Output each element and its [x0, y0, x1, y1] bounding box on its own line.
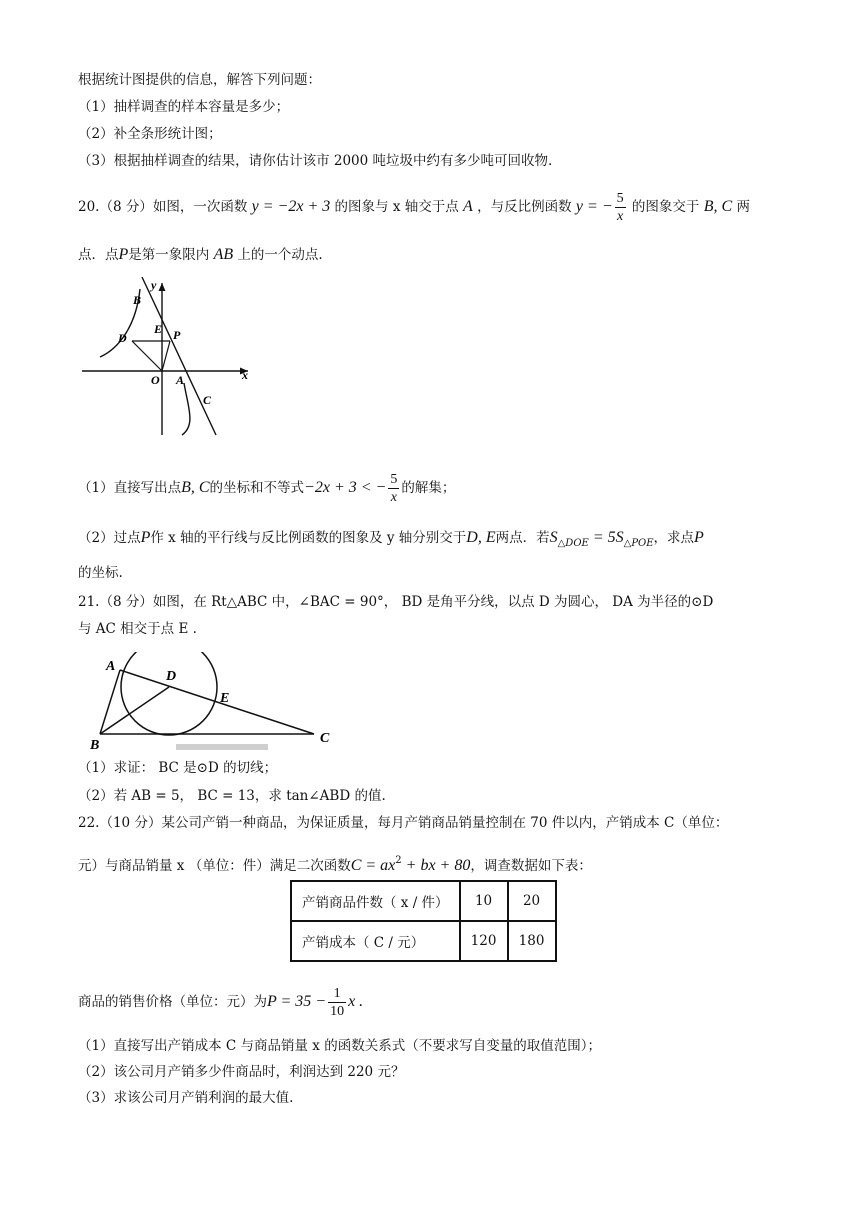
q22-part1: （1）直接写出产销成本 C 与商品销量 x 的函数关系式（不要求写自变量的取值范围）； [78, 1038, 601, 1054]
q20-fig-label-y: y [151, 278, 157, 292]
q20-part2-cont: 的坐标. [78, 565, 123, 581]
q20-point-a: A [463, 198, 473, 215]
q20-fig-label-e: E [154, 322, 163, 336]
q20-inverse-eq: y = − [575, 198, 613, 215]
q20-fig-label-a: A [176, 373, 185, 387]
q20-mid1: 的图象与 x 轴交于点 [334, 199, 459, 215]
q20-part2: （2）过点P作 x 轴的平行线与反比例函数的图象及 y 轴分别交于D, E两点．若$S_{\triangle DOE} = 5S_{\triangle POE}$，求点P [78, 529, 704, 549]
q19-part3: （3）根据抽样调查的结果，请你估计该市 2000 吨垃圾中约有多少吨可回收物. [78, 153, 553, 169]
q22-question-line1: 22.（10 分）某公司产销一种商品，为保证质量，每月产销商品销量控制在 70 件以内，产销成本 C（单位： [78, 815, 729, 831]
q21-fig-label-e: E [220, 691, 230, 706]
q21-question-line2: 与 AC 相交于点 E . [78, 621, 197, 637]
q20-linear-eq: y = −2x + 3 [251, 198, 331, 215]
q20-fig-label-x: x [242, 368, 248, 382]
q21-fig-label-a: A [106, 659, 116, 674]
q20-tail2: 两 [736, 199, 750, 215]
q20-fig-label-b: B [133, 293, 142, 307]
q20-mid2: ，与反比例函数 [477, 199, 572, 215]
q21-part2: （2）若 AB = 5， BC = 13，求 tan∠ABD 的值. [78, 788, 386, 804]
q20-figure [78, 275, 258, 440]
table-cell: 10 [460, 881, 508, 921]
q21-fig-label-d: D [166, 669, 177, 684]
data-table [290, 880, 557, 962]
q21-question-line1: 21.（8 分）如图，在 Rt△ABC 中，∠BAC = 90°， BD 是角平分线，以点 D 为圆心， DA 为半径的⊙D [78, 594, 714, 610]
q20-fig-label-o: O [151, 373, 160, 387]
q22-price-line: 商品的销售价格（单位：元）为P = 35 − $\frac{1}{10}$ x . [78, 986, 364, 1019]
table-cell: 180 [508, 921, 556, 961]
table-cell: 120 [460, 921, 508, 961]
table-row [291, 881, 556, 921]
q22-part2: （2）该公司月产销多少件商品时，利润达到 220 元？ [78, 1064, 405, 1080]
q20-fig-label-c: C [203, 393, 212, 407]
q21-fig-label-c: C [320, 731, 330, 746]
q21-figure [78, 652, 348, 754]
q21-part1: （1）求证： BC 是⊙D 的切线； [78, 760, 278, 776]
table-cell: 20 [508, 881, 556, 921]
q20-points-bc: B, C [703, 198, 733, 215]
q22-part3: （3）求该公司月产销利润的最大值. [78, 1090, 294, 1106]
row-label: 产销商品件数（ x / 件） [291, 881, 460, 921]
intro-text: 根据统计图提供的信息，解答下列问题： [78, 72, 321, 88]
q20-fig-label-d: D [118, 331, 127, 345]
table-row [291, 921, 556, 961]
q20-part1: （1）直接写出点B, C的坐标和不等式−2x + 3 < − $\frac{5}{x}$ 的解集； [78, 472, 456, 505]
q21-fig-label-b: B [90, 738, 100, 753]
row-label: 产销成本（ C / 元） [291, 921, 460, 961]
blurred-watermark [176, 744, 268, 750]
q20-question-line2: 点．点P是第一象限内 AB 上的一个动点. [78, 246, 323, 263]
q20-question-line1 [78, 190, 750, 225]
q20-inverse-fraction: $\frac{5}{x}$ [616, 191, 624, 224]
q20-tail1: 的图象交于 [631, 199, 700, 215]
q19-part2: （2）补全条形统计图； [78, 126, 222, 142]
q20-head: 20.（8 分）如图，一次函数 [78, 199, 248, 215]
q20-fig-label-p: P [173, 328, 181, 342]
q19-part1: （1）抽样调查的样本容量是多少； [78, 99, 290, 115]
q22-question-line2: 元）与商品销量 x （单位：件）满足二次函数$C = ax^2$ + bx + 80，调查数据如下表： [78, 855, 592, 874]
